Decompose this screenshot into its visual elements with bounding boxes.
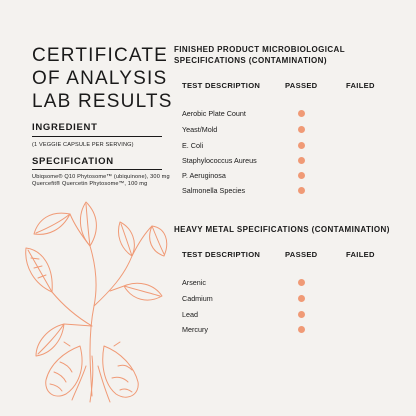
column-header-test-description: TEST DESCRIPTION (182, 250, 261, 259)
microbiological-heading-line: SPECIFICATIONS (CONTAMINATION) (174, 56, 327, 65)
column-header-test-description: TEST DESCRIPTION (182, 81, 261, 90)
passed-indicator-icon (298, 142, 305, 149)
title-line: OF ANALYSIS (32, 68, 168, 89)
microbiological-heading (174, 44, 345, 66)
ingredient-divider (32, 136, 162, 137)
passed-indicator-icon (298, 279, 305, 286)
microbiological-heading-line: FINISHED PRODUCT MICROBIOLOGICAL (174, 45, 346, 54)
passed-indicator-icon (298, 311, 305, 318)
passed-indicator-icon (298, 295, 305, 302)
serving-size-text: (1 VEGGIE CAPSULE PER SERVING) (32, 142, 134, 148)
column-header-passed: PASSED (285, 81, 318, 90)
ingredient-heading: INGREDIENT (32, 122, 98, 133)
passed-indicator-icon (298, 172, 305, 179)
specification-line: Quercefit® Quercetin Phytosome™, 100 mg (32, 181, 148, 187)
specification-line: Ubiqsome® Q10 Phytosome™ (ubiquinone), 300 mg (32, 174, 170, 180)
test-row-label: Arsenic (182, 278, 206, 287)
specification-heading: SPECIFICATION (32, 156, 114, 167)
test-row-label: E. Coli (182, 141, 204, 150)
heavy-metal-heading (174, 224, 390, 235)
column-header-passed: PASSED (285, 250, 318, 259)
title-line: LAB RESULTS (32, 91, 173, 112)
passed-indicator-icon (298, 326, 305, 333)
specification-divider (32, 169, 162, 170)
heavy-metal-heading-line: HEAVY METAL SPECIFICATIONS (CONTAMINATION) (174, 225, 390, 234)
column-header-failed: FAILED (346, 81, 375, 90)
test-row-label: Cadmium (182, 294, 213, 303)
test-row-label: Yeast/Mold (182, 125, 218, 134)
page-title (32, 44, 172, 113)
passed-indicator-icon (298, 157, 305, 164)
passed-indicator-icon (298, 187, 305, 194)
passed-indicator-icon (298, 126, 305, 133)
test-row-label: Mercury (182, 325, 208, 334)
test-row-label: Salmonella Species (182, 186, 246, 195)
plant-illustration-icon (20, 196, 170, 406)
title-line: CERTIFICATE (32, 45, 169, 66)
passed-indicator-icon (298, 110, 305, 117)
test-row-label: Staphylococcus Aureus (182, 156, 257, 165)
test-row-label: Aerobic Plate Count (182, 109, 246, 118)
test-row-label: Lead (182, 310, 198, 319)
column-header-failed: FAILED (346, 250, 375, 259)
test-row-label: P. Aeruginosa (182, 171, 226, 180)
